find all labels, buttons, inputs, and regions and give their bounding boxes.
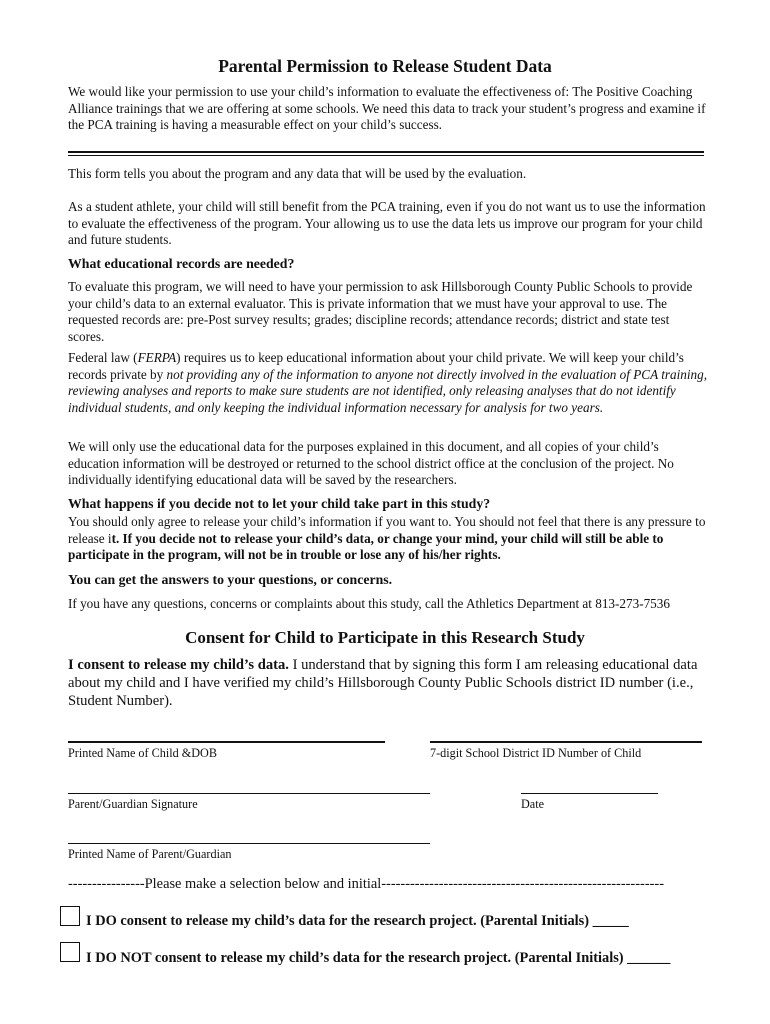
athlete-paragraph: As a student athlete, your child will still benefit from the PCA training, even if you do not want us to use the information to evaluate the effectiveness of the program. Your allowing us to use the data lets us improve our program for your child and future students.: [68, 199, 706, 248]
consent-title: Consent for Child to Participate in this Research Study: [185, 628, 585, 647]
no-consent-checkbox[interactable]: [60, 942, 80, 962]
district-id-line[interactable]: [430, 741, 702, 743]
page-title: Parental Permission to Release Student Data: [218, 56, 552, 76]
decline-paragraph: [68, 514, 708, 564]
no-consent-option-label: I DO NOT consent to release my child’s data for the research project. (Parental Initials) ______: [86, 950, 671, 966]
records-paragraph: To evaluate this program, we will need to have your permission to ask Hillsborough County Public Schools to provide your child’s data to an external evaluator. This is private information that we must have your approval to use. The requested records are: pre-Post survey results; grades; discipline records; attendance records; district and state test scores.: [68, 279, 693, 344]
consent-normal: I understand that by signing this form I am releasing educational data about my child and I have verified my child’s Hillsborough County Public Schools district ID number (i.e., Student Number).: [68, 657, 698, 709]
decline-bold: t. If you decide not to release your child’s data, or change your mind, your child will still be able to participate in the program, will not be in trouble or lose any of his/her rights.: [68, 530, 664, 563]
selection-instruction: ----------------Please make a selection below and initial-----------------------------------------------------------: [68, 876, 664, 892]
form-description: This form tells you about the program and any data that will be used by the evaluation.: [68, 166, 527, 181]
intro-paragraph: We would like your permission to use your child’s information to evaluate the effectiveness of: The Positive Coaching Alliance trainings that we are offering at some schools. We need this data to track your student’s progress and examine if the PCA training is having a measurable effect on your child’s success.: [68, 84, 706, 133]
ferpa-italic: not providing any of the information to anyone not directly involved in the evaluation of PCA training, reviewing analyses and reports to make sure students are not identified, only releasing analyses that do not identify individual students, and only keeping the individual information necessary for analysis for two years.: [68, 366, 708, 415]
ferpa-mid: ) requires us to keep educational information about your child private. We will keep your child’s records private by: [68, 350, 684, 382]
questions-paragraph: If you have any questions, concerns or complaints about this study, call the Athletics Department at 813-273-7536: [68, 596, 670, 611]
signature-label: Parent/Guardian Signature: [68, 797, 198, 811]
ferpa-acronym: FERPA: [137, 350, 177, 365]
date-line[interactable]: [521, 793, 658, 794]
ferpa-pre: Federal law (: [68, 350, 138, 365]
consent-option-label: I DO consent to release my child’s data for the research project. (Parental Initials) _____: [86, 913, 629, 929]
district-id-label: 7-digit School District ID Number of Child: [430, 746, 642, 760]
child-name-label: Printed Name of Child &DOB: [68, 746, 217, 760]
ferpa-paragraph: [68, 350, 708, 416]
guardian-name-label: Printed Name of Parent/Guardian: [68, 847, 232, 861]
date-label: Date: [521, 797, 545, 811]
guardian-name-line[interactable]: [68, 843, 430, 844]
consent-statement: [68, 656, 718, 710]
decline-normal: You should only agree to release your child’s information if you want to. You should not feel that there is any pressure to release i: [68, 514, 706, 546]
child-name-line[interactable]: [68, 741, 385, 743]
consent-bold: I consent to release my child’s data.: [68, 657, 289, 673]
data-use-paragraph: We will only use the educational data for the purposes explained in this document, and all copies of your child’s education information will be destroyed or returned to the school district office at the conclusion of the project. No individually identifying educational data will be saved by the researchers.: [68, 439, 674, 488]
divider-thin: [68, 155, 704, 156]
consent-checkbox[interactable]: [60, 906, 80, 926]
records-heading: What educational records are needed?: [68, 256, 295, 271]
divider-thick: [68, 151, 704, 153]
questions-heading: You can get the answers to your questions, or concerns.: [68, 572, 393, 587]
decline-heading: What happens if you decide not to let your child take part in this study?: [68, 496, 491, 511]
signature-line[interactable]: [68, 793, 430, 794]
